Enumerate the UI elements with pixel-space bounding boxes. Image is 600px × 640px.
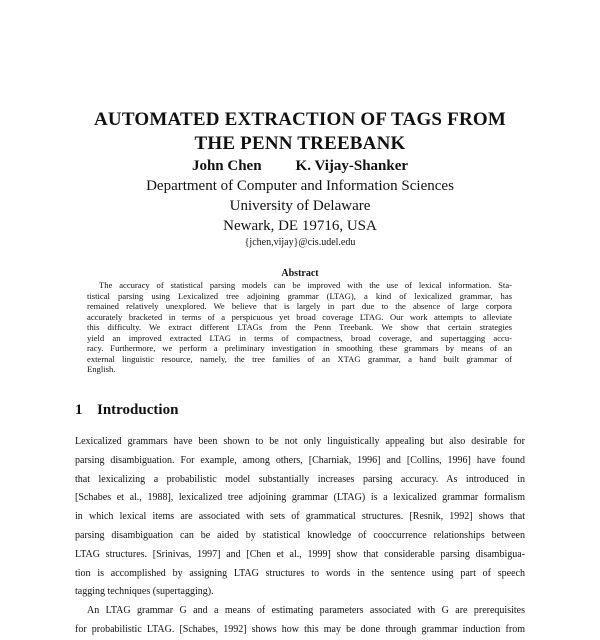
introduction-body bbox=[75, 433, 525, 640]
author-list bbox=[60, 156, 540, 176]
abstract-line: accurately bracketed in terms of a perspicuous yet broad coverage LTAG. Our work attempts to alleviate bbox=[87, 311, 512, 322]
body-line: for probabilistic LTAG. [Schabes, 1992] shows how this may be done through grammar induction from bbox=[75, 623, 525, 635]
abstract-line: English. bbox=[87, 364, 116, 374]
body-line: parsing disambiguation can be aided by statistical knowledge of cooccurrence relationships between bbox=[75, 529, 525, 541]
abstract-body bbox=[87, 280, 512, 375]
author-name: John Chen bbox=[191, 158, 262, 174]
body-line: An LTAG grammar G and a means of estimating parameters associated with G are prerequisites bbox=[87, 605, 525, 617]
affiliation-department: Department of Computer and Information Sciences bbox=[146, 178, 454, 194]
body-line: Lexicalized grammars have been shown to be not only linguistically appealing but also desirable for bbox=[75, 436, 525, 447]
body-line: tion is accomplished by assigning LTAG structures to words in the sentence using part of speech bbox=[75, 567, 525, 579]
section-number: 1 bbox=[75, 402, 83, 418]
abstract-line: yield an improved extracted LTAG in terms of compactness, broad coverage, and supertagging accu- bbox=[87, 332, 512, 343]
abstract-line: racy. Furthermore, we perform a preliminary investigation in smoothing these grammars by means of an bbox=[87, 343, 512, 353]
section-title: Introduction bbox=[97, 402, 179, 418]
body-line: in which lexical items are associated with sets of grammatical structures. [Resnik, 1992] shows that bbox=[75, 511, 525, 523]
affiliation-university: University of Delaware bbox=[229, 198, 371, 214]
author-name: K. Vijay-Shanker bbox=[295, 158, 409, 174]
body-line: LTAG structures. [Srinivas, 1997] and [Chen et al., 1999] show that considerable parsing disambigua- bbox=[75, 548, 525, 560]
title-line-2: THE PENN TREEBANK bbox=[194, 133, 406, 154]
author-email: {jchen,vijay}@cis.udel.edu bbox=[244, 237, 356, 248]
body-line: parsing disambiguation. For example, among others, [Charniak, 1996] and [Collins, 1996] have found bbox=[75, 454, 525, 466]
abstract-line: The accuracy of statistical parsing models can be improved with the use of lexical information. Sta- bbox=[99, 280, 512, 290]
abstract-line: remained relatively unexplored. We believe that is largely in part due to the absence of large corpora bbox=[87, 301, 512, 311]
title-line-1: AUTOMATED EXTRACTION OF TAGS FROM bbox=[94, 109, 506, 130]
abstract-line: tistical parsing using Lexicalized tree adjoining grammar (LTAG), a kind of lexicalized grammar, has bbox=[87, 290, 512, 301]
paper-title bbox=[60, 108, 540, 156]
affiliation-address: Newark, DE 19716, USA bbox=[223, 218, 377, 234]
abstract-heading: Abstract bbox=[281, 268, 319, 279]
body-line: tagging techniques (supertagging). bbox=[75, 586, 214, 598]
body-line: that lexicalizing a probabilistic model substantially increases parsing accuracy. As introduced in bbox=[75, 473, 525, 485]
section-heading-introduction bbox=[75, 400, 535, 420]
abstract-line: this difficulty. We extract different LTAGs from the Penn Treebank. We show that certain strategies bbox=[87, 322, 512, 332]
abstract-line: external linguistic resource, namely, the tree families of an XTAG grammar, a hand built grammar of bbox=[87, 353, 512, 364]
body-line: [Schabes et al., 1988], lexicalized tree adjoining grammar (LTAG) is a lexicalized grammar formalism bbox=[75, 492, 525, 504]
